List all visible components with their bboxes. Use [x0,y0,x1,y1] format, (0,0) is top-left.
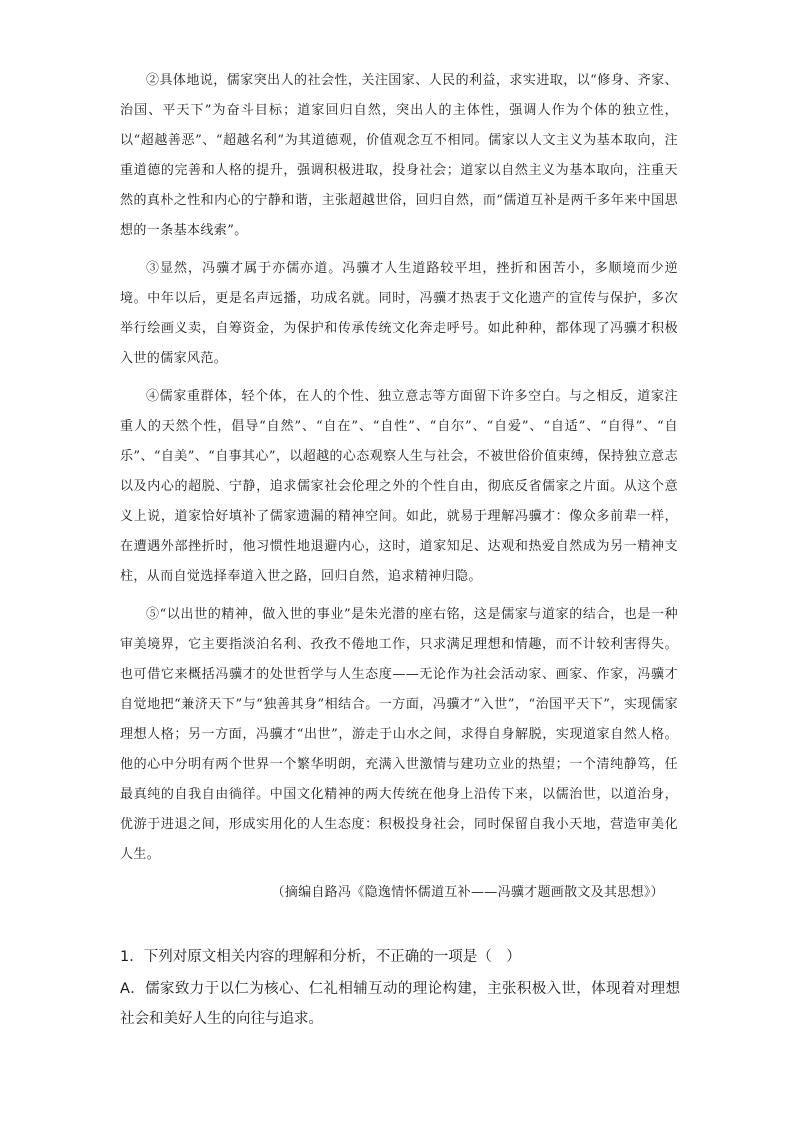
paragraph-5: ⑤“以出世的精神，做入世的事业”是朱光潜的座右铭，这是儒家与道家的结合，也是一种审美境界，它主要指淡泊名利、孜孜不倦地工作，只求满足理想和情趣，而不计较利害得失。也可借它来概括冯骥才的处世哲学与人生态度——无论作为社会活动家、画家、作家，冯骥才自觉地把“兼济天下”与“独善其身”相结合。一方面，冯骥才“入世”，“治国平天下”，实现儒家理想人格；另一方面，冯骥才“出世”，游走于山水之间，求得自身解脱，实现道家自然人格。他的心中分明有两个世界一个繁华明朗，充满入世激情与建功立业的热望；一个清纯静笃，任最真纯的自我自由徜徉。中国文化精神的两大传统在他身上沿传下来，以儒治世，以道治身，优游于进退之间，形成实用化的人生态度：积极投身社会，同时保留自我小天地，营造审美化人生。 [120,607,678,862]
source-citation: （摘编自路冯《隐逸情怀儒道互补——冯骥才题画散文及其思想》） [271,885,664,900]
question-section [120,942,680,1034]
question-1-stem: 1．下列对原文相关内容的理解和分析，不正确的一项是（ ） [120,949,521,965]
paragraph-4: ④儒家重群体，轻个体，在人的个性、独立意志等方面留下许多空白。与之相反，道家注重人的天然个性，倡导“自然”、“自在”、“自性”、“自尔”、“自爱”、“自适”、“自得”、“自乐”、“自美”、“自事其心”，以超越的心态观察人生与社会，不被世俗价值束缚，保持独立意志以及内心的超脱、宁静，追求儒家社会伦理之外的个性自由，彻底反省儒家之片面。从这个意义上说，道家恰好填补了儒家遗漏的精神空间。如此，就易于理解冯骥才：像众多前辈一样，在遭遇外部挫折时，他习惯性地退避内心，这时，道家知足、达观和热爱自然成为另一精神支柱，从而自觉选择奉道入世之路，回归自然，追求精神归隐。 [120,389,678,584]
question-1-option-a: A．儒家致力于以仁为核心、仁礼相辅互动的理论构建，主张积极入世，体现着对理想社会和美好人生的向往与追求。 [120,981,680,1027]
paragraph-2: ②具体地说，儒家突出人的社会性，关注国家、人民的利益，求实进取，以“修身、齐家、治国、平天下”为奋斗目标；道家回归自然，突出人的主体性，强调人作为个体的独立性，以“超越善恶”、“超越名利”为其道德观，价值观念互不相同。儒家以人文主义为基本取向，注重道德的完善和人格的提升，强调积极进取，投身社会；道家以自然主义为基本取向，注重天然的真朴之性和内心的宁静和谐，主张超越世俗，回归自然，而“儒道互补是两千多年来中国思想的一条基本线索”。 [120,73,678,238]
reading-passage [120,66,678,908]
paragraph-3: ③显然，冯骥才属于亦儒亦道。冯骥才人生道路较平坦，挫折和困苦小，多顺境而少逆境。中年以后，更是名声远播，功成名就。同时，冯骥才热衷于文化遗产的宣传与保护，多次举行绘画义卖，自筹资金，为保护和传承传统文化奔走呼号。如此种种，都体现了冯骥才积极入世的儒家风范。 [120,261,678,366]
